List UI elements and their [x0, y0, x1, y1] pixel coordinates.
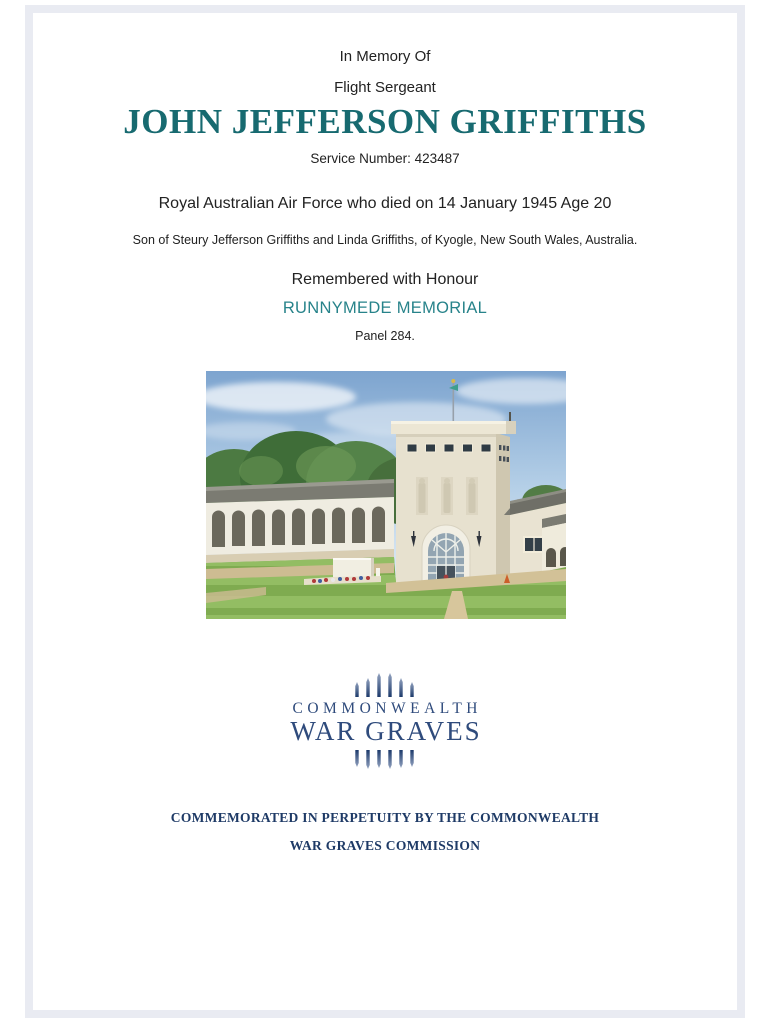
cwgc-logo — [0, 669, 770, 774]
headstones-top-icon — [347, 669, 423, 697]
commemoration-line-2: WAR GRAVES COMMISSION — [289, 838, 481, 853]
headstones-bottom-icon — [347, 750, 423, 774]
arched-entrance — [422, 525, 470, 583]
memorial-photo-illustration — [206, 371, 566, 619]
casualty-name: JOHN JEFFERSON GRIFFITHS — [123, 102, 647, 141]
rank-label: Flight Sergeant — [334, 79, 436, 96]
colonnade-arches — [212, 507, 385, 548]
commemoration-line-1: COMMEMORATED IN PERPETUITY BY THE COMMONWEALTH — [170, 810, 600, 825]
in-memory-of-label: In Memory Of — [339, 48, 431, 65]
family-line: Son of Steury Jefferson Griffiths and Linda Griffiths, of Kyogle, New South Wales, Australia. — [132, 233, 638, 247]
remembered-with-honour-label: Remembered with Honour — [291, 271, 479, 288]
statues — [416, 477, 478, 515]
force-and-death-line: Royal Australian Air Force who died on 14 January 1945 Age 20 — [158, 195, 612, 212]
memorial-name: RUNNYMEDE MEMORIAL — [282, 299, 488, 317]
service-number: Service Number: 423487 — [310, 151, 460, 166]
logo-commonwealth-text: COMMONWEALTH — [292, 700, 482, 717]
panel-reference: Panel 284. — [355, 329, 415, 343]
logo-war-graves-text: WAR GRAVES — [290, 716, 482, 746]
left-colonnade — [206, 479, 394, 563]
memorial-photo — [206, 371, 566, 619]
right-wing — [504, 489, 566, 577]
